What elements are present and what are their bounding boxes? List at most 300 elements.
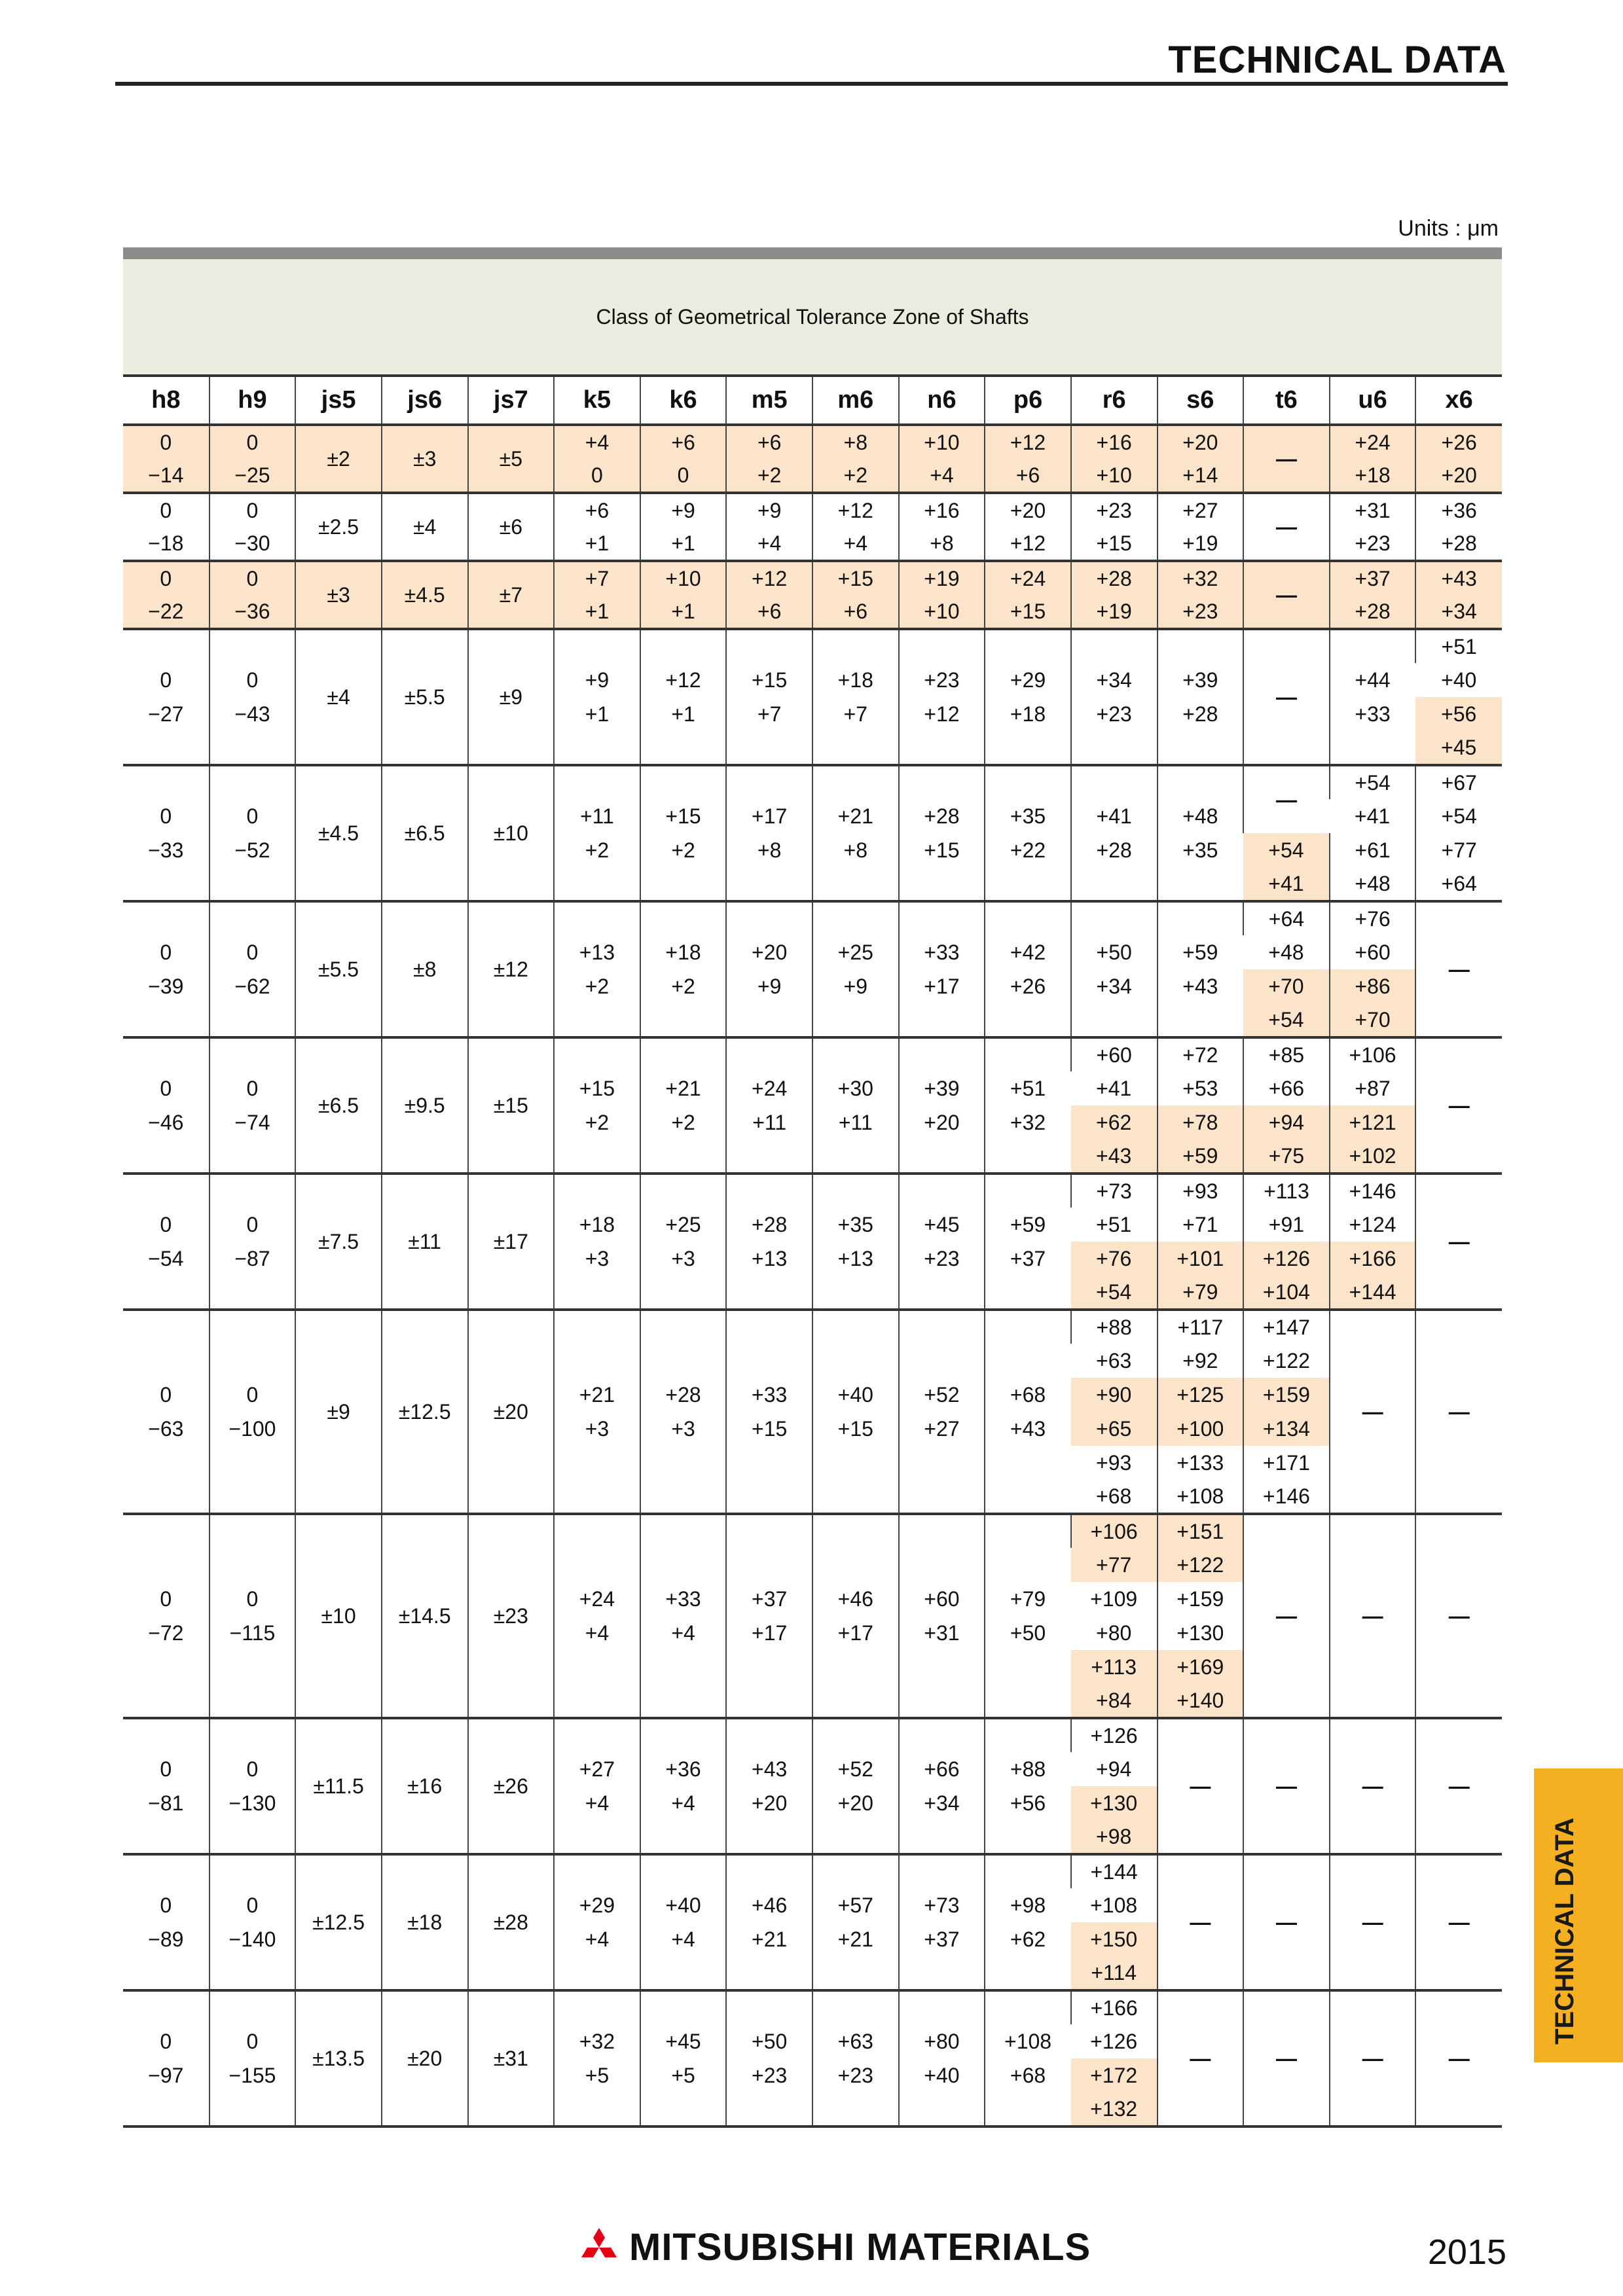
cell-m5: +43 +20 [726,1718,812,1854]
cell-js6: ±11 [382,1174,468,1310]
cell-m6: +35 +13 [812,1174,899,1310]
cell-t6: +146 [1243,1480,1330,1514]
cell-t6: +66 [1243,1071,1330,1105]
cell-s6: +72 [1158,1037,1244,1071]
cell-k6: +28 +3 [640,1310,727,1514]
cell-js5: ±4 [295,629,382,765]
cell-s6: +100 [1158,1412,1244,1446]
cell-r6: +144 [1071,1854,1158,1888]
cell-p6: +12 [985,527,1071,561]
page-number: 2015 [1427,2233,1506,2272]
cell-h8: 0 −27 [123,629,210,765]
cell-r6: +76 [1071,1242,1158,1276]
cell-s6: +32 [1158,561,1244,595]
column-header-m6: m6 [812,376,899,425]
cell-t6: +134 [1243,1412,1330,1446]
cell-u6: +70 [1330,1003,1416,1037]
cell-h9: 0 −74 [210,1037,296,1174]
cell-s6: +117 [1158,1310,1244,1344]
cell-h9: 0 −155 [210,1990,296,2126]
table-row [123,561,1502,595]
cell-k5: +11 +2 [554,765,640,901]
tolerance-table-container [123,247,1502,2128]
cell-r6: +150 [1071,1922,1158,1956]
cell-js7: ±12 [468,901,555,1037]
cell-h9: 0 −52 [210,765,296,901]
cell-t6: +48 [1268,940,1304,964]
cell-h8: 0 −89 [123,1854,210,1990]
cell-u6: +41 [1354,804,1391,828]
cell-s6: +23 [1158,595,1244,629]
column-header-t6: t6 [1243,376,1330,425]
cell-h9: −36 [210,595,296,629]
table-row [123,1514,1502,1548]
column-header-u6: u6 [1330,376,1416,425]
cell-s6: +140 [1158,1684,1244,1718]
cell-js7: ±26 [468,1718,555,1854]
column-header-h9: h9 [210,376,296,425]
cell-js6: ±16 [382,1718,468,1854]
cell-k5: +18 +3 [554,1174,640,1310]
cell-r6: +94 [1096,1757,1132,1781]
cell-h9: −25 [210,459,296,493]
column-header-p6: p6 [985,376,1071,425]
cell-p6: +20 [985,493,1071,527]
cell-r6: +126 [1090,2029,1138,2053]
cell-js7: ±31 [468,1990,555,2126]
cell-r6: +73 [1071,1174,1158,1208]
cell-h8: 0 [123,561,210,595]
cell-u6: +54 [1330,765,1416,799]
cell-u6: +37 [1330,561,1416,595]
cell-t6: +147 [1243,1310,1330,1344]
cell-x6: +20 [1415,459,1502,493]
cell-n6: +23 +12 [899,629,985,765]
column-header-r6: r6 [1071,376,1158,425]
cell-m6: +52 +20 [812,1718,899,1854]
table-row [123,1037,1502,1071]
cell-m6: +30 +11 [812,1037,899,1174]
cell-n6: +66 +34 [899,1718,985,1854]
cell-x6: — [1415,901,1502,1037]
cell-r6: +114 [1071,1956,1158,1990]
cell-r6: +43 [1071,1139,1158,1174]
cell-u6: +121 [1330,1105,1416,1139]
cell-js6: ±20 [382,1990,468,2126]
cell-h9: 0 −140 [210,1854,296,1990]
cell-s6: +133 [1158,1446,1244,1480]
cell-u6: — [1330,1854,1416,1990]
cell-s6: — [1158,1854,1244,1990]
cell-js5: ±12.5 [295,1854,382,1990]
cell-r6: +80 [1096,1621,1132,1645]
cell-js7: ±20 [468,1310,555,1514]
cell-r6: +51 [1096,1212,1132,1236]
cell-h8: 0 −33 [123,765,210,901]
cell-u6: +23 [1330,527,1416,561]
cell-h9: −30 [210,527,296,561]
cell-t6: +159 [1243,1378,1330,1412]
cell-js6: ±5.5 [382,629,468,765]
cell-x6: +51 [1415,629,1502,663]
three-diamonds-icon [578,2228,620,2267]
cell-s6: +78 [1158,1105,1244,1139]
cell-x6: +34 [1415,595,1502,629]
cell-s6: +108 [1158,1480,1244,1514]
cell-u6: +28 [1330,595,1416,629]
cell-p6: +68 +43 [985,1310,1071,1514]
cell-k6: +1 [640,595,727,629]
cell-m6: +18 +7 [812,629,899,765]
cell-m6: +15 [812,561,899,595]
cell-u6: +87 [1330,1071,1416,1105]
cell-p6: +35 +22 [985,765,1071,901]
cell-x6: +56 [1415,697,1502,731]
cell-m5: +2 [726,459,812,493]
cell-t6: +70 [1243,969,1330,1003]
cell-r6: +23 [1071,493,1158,527]
cell-h9: 0 [210,425,296,459]
cell-k5: +32 +5 [554,1990,640,2126]
cell-k5: +27 +4 [554,1718,640,1854]
cell-u6: +60 [1330,935,1416,969]
cell-t6: — [1243,1718,1330,1854]
cell-js5: ±2 [295,425,382,493]
cell-m6: +40 +15 [812,1310,899,1514]
cell-s6: +59 +43 [1158,901,1244,1037]
cell-r6: +166 [1071,1990,1158,2024]
cell-m5: +4 [726,527,812,561]
cell-s6: +14 [1158,459,1244,493]
cell-h8: 0 [123,425,210,459]
cell-u6: +106 [1330,1037,1416,1071]
cell-k6: +6 [640,425,727,459]
cell-m6: +63 +23 [812,1990,899,2126]
column-header-x6: x6 [1415,376,1502,425]
cell-js5: ±6.5 [295,1037,382,1174]
cell-m5: +28 +13 [726,1174,812,1310]
table-row [123,425,1502,459]
cell-h8: 0 −81 [123,1718,210,1854]
cell-js7: ±10 [468,765,555,901]
cell-k5: +4 [554,425,640,459]
cell-js7: ±15 [468,1037,555,1174]
cell-p6: +51 +32 [985,1037,1071,1174]
cell-js6: ±3 [382,425,468,493]
cell-m5: +15 +7 [726,629,812,765]
cell-h9: 0 −62 [210,901,296,1037]
cell-u6: +144 [1330,1276,1416,1310]
cell-r6: +88 [1071,1310,1158,1344]
cell-k6: +18 +2 [640,901,727,1037]
cell-s6: — [1158,1990,1244,2126]
cell-js5: ±10 [295,1514,382,1718]
cell-h8: 0 −97 [123,1990,210,2126]
cell-n6: +52 +27 [899,1310,985,1514]
cell-r6: +16 [1071,425,1158,459]
cell-s6: +101 [1158,1242,1244,1276]
column-header-js5: js5 [295,376,382,425]
cell-js5: ±11.5 [295,1718,382,1854]
cell-m5: +12 [726,561,812,595]
cell-h8: 0 −46 [123,1037,210,1174]
cell-n6: +45 +23 [899,1174,985,1310]
cell-r6: +63 [1096,1348,1132,1372]
cell-t6: +91 [1243,1208,1330,1242]
cell-x6: — [1415,1854,1502,1990]
cell-m5: +37 +17 [726,1514,812,1718]
cell-x6: +77 [1415,833,1502,867]
cell-t6: +126 [1243,1242,1330,1276]
column-header-m5: m5 [726,376,812,425]
cell-k6: +12 +1 [640,629,727,765]
cell-u6: +48 [1330,867,1416,901]
cell-s6: +130 [1158,1616,1244,1650]
cell-t6: +171 [1243,1446,1330,1480]
cell-js6: ±9.5 [382,1037,468,1174]
cell-m5: +46 +21 [726,1854,812,1990]
cell-n6: +39 +20 [899,1037,985,1174]
page-title: TECHNICAL DATA [1168,39,1506,81]
cell-p6: +88 +56 [985,1718,1071,1854]
cell-u6: — [1330,1310,1416,1514]
table-row [123,1174,1502,1208]
cell-js5: ±3 [295,561,382,629]
cell-n6: +19 [899,561,985,595]
cell-s6: +71 [1158,1208,1244,1242]
column-header-k5: k5 [554,376,640,425]
cell-js5: ±7.5 [295,1174,382,1310]
cell-k5: +6 [554,493,640,527]
cell-h9: 0 −100 [210,1310,296,1514]
cell-js6: ±12.5 [382,1310,468,1514]
cell-h9: 0 [210,561,296,595]
cell-js6: ±8 [382,901,468,1037]
side-tab-label-wrap [1532,1813,1597,2049]
column-header-s6: s6 [1158,376,1244,425]
cell-p6: +42 +26 [985,901,1071,1037]
cell-n6: +10 [899,425,985,459]
cell-r6: +84 [1071,1684,1158,1718]
cell-js7: ±9 [468,629,555,765]
cell-m6: +6 [812,595,899,629]
cell-js6: ±6.5 [382,765,468,901]
cell-k6: +9 [640,493,727,527]
cell-r6: +60 [1071,1037,1158,1071]
cell-s6: +125 [1158,1378,1244,1412]
cell-t6: +104 [1243,1276,1330,1310]
column-header-k6: k6 [640,376,727,425]
cell-x6: — [1415,1310,1502,1514]
cell-u6: — [1330,1990,1416,2126]
cell-n6: +10 [899,595,985,629]
cell-s6: +20 [1158,425,1244,459]
cell-s6: +27 [1158,493,1244,527]
cell-h8: 0 −63 [123,1310,210,1514]
cell-k5: +9 +1 [554,629,640,765]
cell-m5: +33 +15 [726,1310,812,1514]
cell-s6: +59 [1158,1139,1244,1174]
cell-p6: +15 [985,595,1071,629]
cell-n6: +4 [899,459,985,493]
cell-k6: +36 +4 [640,1718,727,1854]
cell-s6: +79 [1158,1276,1244,1310]
cell-h9: 0 −87 [210,1174,296,1310]
cell-js5: ±2.5 [295,493,382,561]
cell-s6: +48 +35 [1158,765,1244,901]
cell-k6: +1 [640,527,727,561]
cell-t6: +64 [1243,901,1330,935]
table-body [123,425,1502,2126]
cell-k6: +10 [640,561,727,595]
cell-r6: +54 [1071,1276,1158,1310]
column-header-h8: h8 [123,376,210,425]
cell-k5: +1 [554,527,640,561]
cell-t6: +122 [1243,1344,1330,1378]
cell-k5: 0 [554,459,640,493]
cell-m5: +24 +11 [726,1037,812,1174]
cell-h8: 0 −54 [123,1174,210,1310]
cell-n6: +8 [899,527,985,561]
cell-r6: +132 [1071,2092,1158,2126]
cell-n6: +16 [899,493,985,527]
cell-js5: ±13.5 [295,1990,382,2126]
column-header-js6: js6 [382,376,468,425]
cell-k6: +40 +4 [640,1854,727,1990]
cell-m5: +9 [726,493,812,527]
cell-t6: — [1243,629,1330,765]
cell-u6: — [1330,1514,1416,1718]
cell-js7: ±23 [468,1514,555,1718]
cell-t6: +113 [1243,1174,1330,1208]
cell-m5: +6 [726,425,812,459]
table-row [123,629,1502,663]
cell-s6: +19 [1158,527,1244,561]
cell-x6: +28 [1415,527,1502,561]
cell-k5: +7 [554,561,640,595]
cell-k5: +13 +2 [554,901,640,1037]
cell-h8: −22 [123,595,210,629]
cell-r6: +93 [1096,1450,1132,1475]
cell-x6: — [1415,1037,1502,1174]
cell-p6: +59 +37 [985,1174,1071,1310]
column-header-row [123,376,1502,425]
cell-m6: +12 [812,493,899,527]
brand-name: MITSUBISHI MATERIALS [629,2226,1091,2269]
cell-k6: +21 +2 [640,1037,727,1174]
table-row [123,901,1502,935]
cell-t6: — [1243,1990,1330,2126]
cell-s6: +169 [1158,1650,1244,1684]
cell-r6: +19 [1071,595,1158,629]
table-row [123,493,1502,527]
cell-r6: +68 [1071,1480,1158,1514]
cell-m5: +6 [726,595,812,629]
side-tab-label: TECHNICAL DATA [1550,1817,1579,2045]
cell-r6: +28 [1071,561,1158,595]
cell-r6: +10 [1071,459,1158,493]
cell-js7: ±28 [468,1854,555,1990]
cell-s6: — [1158,1718,1244,1854]
cell-r6: +98 [1071,1820,1158,1854]
cell-t6: — [1243,425,1330,493]
cell-r6: +90 [1071,1378,1158,1412]
cell-n6: +80 +40 [899,1990,985,2126]
cell-x6: +40 [1441,668,1477,692]
cell-js6: ±14.5 [382,1514,468,1718]
cell-u6: +18 [1330,459,1416,493]
cell-h8: 0 −39 [123,901,210,1037]
cell-m6: +21 +8 [812,765,899,901]
table-row [123,765,1502,799]
cell-u6: — [1330,1718,1416,1854]
brand-logo [578,2225,1091,2269]
cell-u6: +76 [1330,901,1416,935]
cell-h8: −18 [123,527,210,561]
cell-r6: +41 +28 [1071,765,1158,901]
cell-h9: 0 −115 [210,1514,296,1718]
cell-k6: +33 +4 [640,1514,727,1718]
table-row [123,1854,1502,1888]
cell-m6: +57 +21 [812,1854,899,1990]
cell-s6: +92 [1158,1344,1244,1378]
cell-r6: +41 [1096,1076,1132,1100]
cell-m6: +25 +9 [812,901,899,1037]
cell-s6: +39 +28 [1158,629,1244,765]
cell-js7: ±5 [468,425,555,493]
cell-h9: 0 −43 [210,629,296,765]
cell-k5: +1 [554,595,640,629]
cell-m6: +8 [812,425,899,459]
cell-m6: +46 +17 [812,1514,899,1718]
cell-n6: +33 +17 [899,901,985,1037]
cell-k5: +29 +4 [554,1854,640,1990]
cell-s6: +159 [1158,1582,1244,1616]
cell-js5: ±9 [295,1310,382,1514]
cell-x6: +36 [1415,493,1502,527]
cell-r6: +34 +23 [1071,629,1158,765]
cell-x6: — [1415,1718,1502,1854]
cell-h8: 0 −72 [123,1514,210,1718]
cell-js6: ±4 [382,493,468,561]
cell-x6: +54 [1415,799,1502,833]
table-row [123,1990,1502,2024]
cell-r6: +15 [1071,527,1158,561]
cell-p6: +12 [985,425,1071,459]
cell-u6: +61 [1330,833,1416,867]
cell-k6: +25 +3 [640,1174,727,1310]
table-caption: Class of Geometrical Tolerance Zone of Shafts [123,259,1502,374]
cell-s6: +151 [1158,1514,1244,1548]
cell-js6: ±4.5 [382,561,468,629]
cell-s6: +53 [1158,1071,1244,1105]
column-header-js7: js7 [468,376,555,425]
cell-t6: +41 [1243,867,1330,901]
cell-u6: +124 [1330,1208,1416,1242]
cell-t6: — [1243,493,1330,561]
cell-r6: +113 [1071,1650,1158,1684]
cell-p6: +24 [985,561,1071,595]
cell-k6: +45 +5 [640,1990,727,2126]
cell-p6: +108 +68 [985,1990,1071,2126]
cell-k5: +24 +4 [554,1514,640,1718]
cell-u6: +86 [1330,969,1416,1003]
cell-h8: 0 [160,498,172,522]
cell-u6: +24 [1330,425,1416,459]
cell-u6: +44 +33 [1330,629,1416,765]
cell-p6: +79 +50 [985,1514,1071,1718]
cell-s6: +93 [1158,1174,1244,1208]
